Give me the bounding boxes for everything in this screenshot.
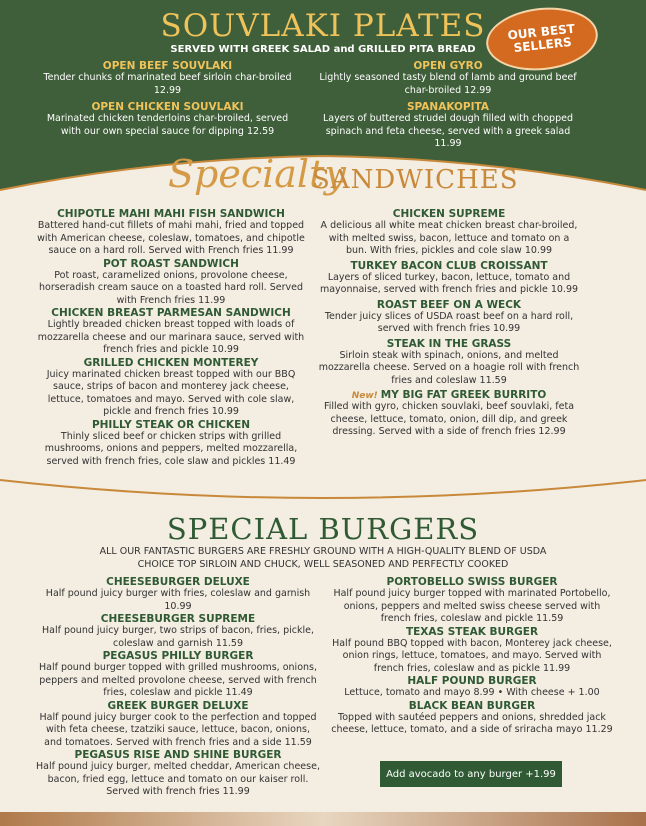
bottom-photo-strip: [0, 812, 646, 826]
menu-item-name: STEAK IN THE GRASS: [386, 337, 512, 350]
sandwiches-right-column: [318, 208, 580, 439]
menu-item: [36, 208, 306, 258]
menu-item: [36, 613, 320, 650]
menu-item: [330, 626, 614, 676]
menu-item-description: Marinated chicken tenderloins char-broiled, served with our own special sauce for dipping 12.59: [46, 113, 289, 137]
burgers-title: SPECIAL BURGERS: [166, 512, 480, 546]
menu-item-description: Filled with gyro, chicken souvlaki, beef souvlaki, feta cheese, lettuce, tomato, onion, dill dip, and greek dressing. Served with a side of french fries 12.99: [323, 401, 575, 437]
menu-item: [36, 650, 320, 700]
menu-item-description: Tender juicy slices of USDA roast beef on a hard roll, served with french fries 10.99: [324, 310, 574, 334]
menu-item-description: Half pound burger topped with grilled mushrooms, onions, peppers and melted provolone cheese, served with french fries, coleslaw and pickle 11.49: [39, 662, 317, 698]
menu-item-name: PEGASUS RISE AND SHINE BURGER: [74, 749, 282, 761]
menu-item-name: GRILLED CHICKEN MONTEREY: [83, 356, 259, 369]
menu-item: [40, 60, 295, 97]
menu-item-name: PHILLY STEAK OR CHICKEN: [91, 418, 251, 431]
menu-item-description: Topped with sautéed peppers and onions, shredded jack cheese, lettuce, tomato, and a side of sriracha mayo 11.29: [331, 711, 613, 735]
menu-item-description: Half pound juicy burger cook to the perfection and topped with feta cheese, tzatziki sauce, lettuce, bacon, onions, and tomatoes. Served with french fries and a side 11.59: [39, 711, 317, 748]
menu-item-name-text: MY BIG FAT GREEK BURRITO: [380, 389, 547, 401]
menu-item-description: Tender chunks of marinated beef sirloin char-broiled 12.99: [43, 72, 292, 96]
sandwiches-title-script: Specialty: [168, 152, 346, 196]
menu-item: [36, 357, 306, 419]
menu-item-description: Half pound juicy burger, two strips of bacon, fries, pickle, coleslaw and garnish 11.59: [42, 625, 314, 649]
menu-item-name: TEXAS STEAK BURGER: [405, 625, 539, 638]
menu-item: [330, 576, 614, 626]
menu-item-description: Thinly sliced beef or chicken strips with grilled mushrooms, onions and peppers, melted mozzarella, served with french fries, cole slaw and pickles 11.49: [44, 430, 298, 467]
menu-item-name: ROAST BEEF ON A WECK: [376, 298, 522, 311]
menu-item-description: Lightly seasoned tasty blend of lamb and ground beef char-broiled 12.99: [319, 72, 577, 96]
menu-item: [36, 307, 306, 357]
menu-item: [318, 101, 578, 151]
menu-item: [318, 389, 580, 439]
menu-item-description: Battered hand-cut fillets of mahi mahi, fried and topped with American cheese, coleslaw, tomatoes, and chipotle sauce on a hard roll. Served with French fries 11.99: [37, 220, 305, 256]
best-sellers-badge: OUR BEST SELLERS: [483, 2, 601, 75]
menu-item: [36, 258, 306, 308]
burgers-left-column: [36, 576, 320, 799]
menu-item-name: PORTOBELLO SWISS BURGER: [386, 576, 558, 588]
menu-item-name: TURKEY BACON CLUB CROISSANT: [350, 259, 548, 272]
sandwiches-left-column: [36, 208, 306, 468]
menu-item-name: HALF POUND BURGER: [407, 675, 537, 687]
menu-item-description: Lettuce, tomato and mayo 8.99 • With cheese + 1.00: [344, 687, 600, 698]
menu-item: [330, 700, 614, 737]
new-label: New!: [351, 391, 378, 401]
menu-item-description: Half pound juicy burger, melted cheddar, American cheese, bacon, fried egg, lettuce and tomato on our kaiser roll. Served with french fries 11.99: [36, 761, 320, 797]
menu-item-description: Pot roast, caramelized onions, provolone cheese, horseradish cream sauce on a toasted hard roll. Served with French fries 11.99: [38, 269, 304, 306]
menu-item-name: BLACK BEAN BURGER: [408, 699, 536, 712]
menu-item-description: Half pound juicy burger topped with marinated Portobello, onions, peppers and melted swiss cheese served with french fries, coleslaw and pickle 11.59: [333, 588, 611, 624]
menu-item-description: A delicious all white meat chicken breast char-broiled, with melted swiss, bacon, lettuce and tomato on a bun. With fries, pickles and cole slaw 10.99: [320, 220, 578, 256]
menu-item: [36, 700, 320, 750]
menu-item-name: GREEK BURGER DELUXE: [107, 699, 249, 712]
menu-item: [36, 576, 320, 613]
menu-item-name: PEGASUS PHILLY BURGER: [102, 650, 254, 662]
souvlaki-right-column: [318, 60, 578, 151]
menu-item-name: CHEESEBURGER DELUXE: [106, 576, 250, 588]
souvlaki-subtitle: SERVED WITH GREEK SALAD and GRILLED PITA BREAD: [170, 44, 476, 55]
menu-item-description: Layers of buttered strudel dough filled with chopped spinach and feta cheese, served with a greek salad 11.99: [323, 113, 573, 149]
menu-item-name: POT ROAST SANDWICH: [103, 257, 239, 270]
menu-item: [318, 260, 580, 297]
sandwiches-title: SANDWICHES: [312, 165, 519, 195]
menu-item-name: CHEESEBURGER SUPREME: [100, 613, 256, 625]
burgers-subtitle: ALL OUR FANTASTIC BURGERS ARE FRESHLY GROUND WITH A HIGH-QUALITY BLEND OF USDA CHOICE TOP SIRLOIN AND CHUCK, WELL SEASONED AND PERFECTLY COOKED: [99, 546, 547, 570]
menu-item-description: Juicy marinated chicken breast topped with our BBQ sauce, strips of bacon and monterey jack cheese, lettuce, tomatoes and mayo. Served with cole slaw, pickle and french fries 10.99: [46, 368, 296, 417]
menu-item-description: Half pound juicy burger with fries, coleslaw and garnish 10.99: [45, 588, 311, 612]
souvlaki-left-column: [40, 60, 295, 138]
menu-item-name: CHIPOTLE MAHI MAHI FISH SANDWICH: [57, 208, 285, 220]
menu-item-name: CHICKEN SUPREME: [392, 208, 506, 220]
menu-item-description: Layers of sliced turkey, bacon, lettuce, tomato and mayonnaise, served with french fries and pickle 10.99: [319, 271, 579, 295]
menu-item-description: Half pound BBQ topped with bacon, Monterey jack cheese, onion rings, lettuce, tomatoes, and mayo. Served with french fries, coleslaw and as pickle 11.99: [332, 637, 612, 674]
menu-item: [330, 675, 614, 700]
menu-item-name: [318, 389, 580, 401]
souvlaki-title: SOUVLAKI PLATES: [160, 8, 486, 44]
menu-item: [318, 208, 580, 258]
menu-item: [318, 299, 580, 336]
menu-item-name: OPEN GYRO: [413, 60, 483, 72]
menu-item-description: Lightly breaded chicken breast topped with loads of mozzarella cheese and our marinara sauce, served with french fries and pickle 10.99: [37, 319, 305, 355]
menu-item: [318, 60, 578, 97]
menu-item: [36, 749, 320, 799]
menu-item-description: Sirloin steak with spinach, onions, and melted mozzarella cheese. Served on a hoagie roll with french fries and coleslaw 11.59: [318, 349, 580, 386]
menu-item-name: SPANAKOPITA: [406, 101, 489, 113]
menu-item: [40, 101, 295, 138]
menu-item-name: CHICKEN BREAST PARMESAN SANDWICH: [51, 307, 291, 319]
menu-item: [318, 338, 580, 388]
menu-item-name: OPEN CHICKEN SOUVLAKI: [91, 101, 244, 113]
menu-item: [36, 419, 306, 469]
menu-item-name: OPEN BEEF SOUVLAKI: [102, 60, 233, 72]
burgers-right-column: [330, 576, 614, 737]
avocado-addon-banner: Add avocado to any burger +1.99: [380, 761, 562, 787]
